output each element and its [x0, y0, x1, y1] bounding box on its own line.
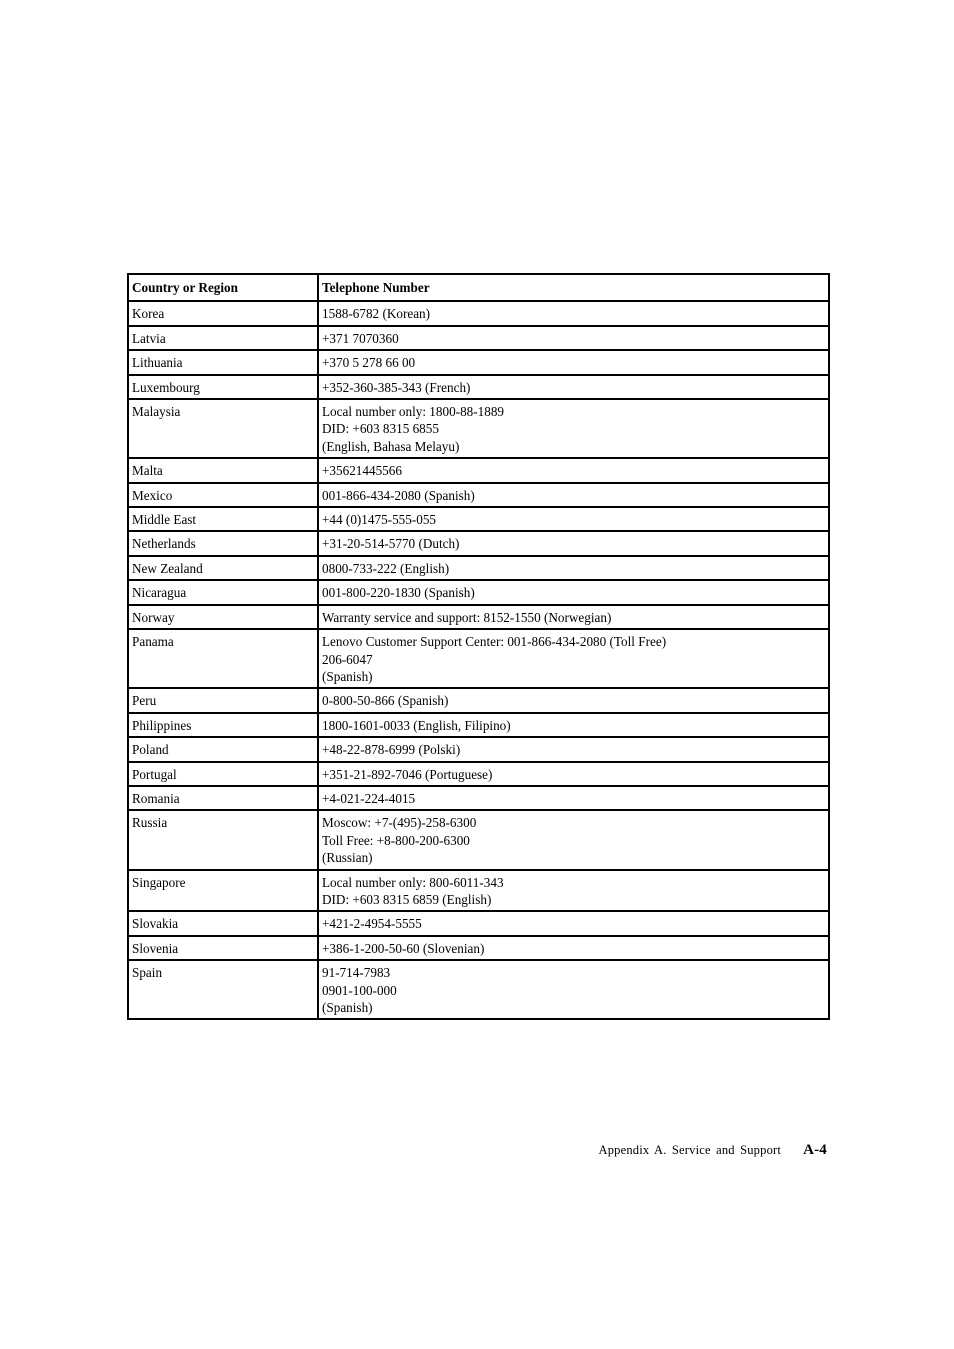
country-cell: Lithuania — [128, 350, 318, 374]
country-cell: Latvia — [128, 326, 318, 350]
telephone-cell: +421-2-4954-5555 — [318, 911, 829, 935]
telephone-cell: Moscow: +7-(495)-258-6300 Toll Free: +8-800-200-6300 (Russian) — [318, 810, 829, 869]
country-cell: Middle East — [128, 507, 318, 531]
table-row — [128, 399, 829, 458]
table-row — [128, 507, 829, 531]
country-cell: Malta — [128, 458, 318, 482]
table-row — [128, 301, 829, 325]
table-row — [128, 713, 829, 737]
table-body — [128, 301, 829, 1019]
table-header — [128, 274, 829, 301]
telephone-cell: +4-021-224-4015 — [318, 786, 829, 810]
table-header-row — [128, 274, 829, 301]
country-cell: Netherlands — [128, 531, 318, 555]
telephone-cell: 91-714-7983 0901-100-000 (Spanish) — [318, 960, 829, 1019]
telephone-cell: Local number only: 1800-88-1889 DID: +603 8315 6855 (English, Bahasa Melayu) — [318, 399, 829, 458]
telephone-cell: +35621445566 — [318, 458, 829, 482]
table-row — [128, 483, 829, 507]
table-row — [128, 629, 829, 688]
table-row — [128, 458, 829, 482]
telephone-cell: Lenovo Customer Support Center: 001-866-434-2080 (Toll Free) 206-6047 (Spanish) — [318, 629, 829, 688]
table-row — [128, 605, 829, 629]
telephone-cell: +48-22-878-6999 (Polski) — [318, 737, 829, 761]
country-cell: Slovakia — [128, 911, 318, 935]
country-cell: Singapore — [128, 870, 318, 912]
telephone-cell: +370 5 278 66 00 — [318, 350, 829, 374]
column-header-country: Country or Region — [128, 274, 318, 301]
country-cell: Poland — [128, 737, 318, 761]
country-cell: Peru — [128, 688, 318, 712]
table-row — [128, 531, 829, 555]
table-row — [128, 326, 829, 350]
telephone-cell: 1800-1601-0033 (English, Filipino) — [318, 713, 829, 737]
country-cell: Norway — [128, 605, 318, 629]
telephone-cell: 001-800-220-1830 (Spanish) — [318, 580, 829, 604]
telephone-cell: 001-866-434-2080 (Spanish) — [318, 483, 829, 507]
telephone-cell: +31-20-514-5770 (Dutch) — [318, 531, 829, 555]
table-row — [128, 737, 829, 761]
table-row — [128, 936, 829, 960]
country-cell: Russia — [128, 810, 318, 869]
telephone-cell: Local number only: 800-6011-343 DID: +603 8315 6859 (English) — [318, 870, 829, 912]
page-number: A-4 — [803, 1142, 827, 1158]
table-row — [128, 911, 829, 935]
country-cell: Panama — [128, 629, 318, 688]
country-cell: Korea — [128, 301, 318, 325]
table-row — [128, 556, 829, 580]
table-row — [128, 960, 829, 1019]
footer-section-title: Appendix A. Service and Support — [598, 1143, 782, 1157]
country-cell: Slovenia — [128, 936, 318, 960]
table-row — [128, 810, 829, 869]
country-cell: Nicaragua — [128, 580, 318, 604]
telephone-cell: 0-800-50-866 (Spanish) — [318, 688, 829, 712]
column-header-telephone: Telephone Number — [318, 274, 829, 301]
page-footer — [598, 1142, 827, 1159]
country-cell: Spain — [128, 960, 318, 1019]
country-cell: Philippines — [128, 713, 318, 737]
table-row — [128, 375, 829, 399]
telephone-cell: +371 7070360 — [318, 326, 829, 350]
country-cell: Luxembourg — [128, 375, 318, 399]
table-row — [128, 350, 829, 374]
telephone-cell: +351-21-892-7046 (Portuguese) — [318, 762, 829, 786]
country-cell: New Zealand — [128, 556, 318, 580]
telephone-cell: +352-360-385-343 (French) — [318, 375, 829, 399]
country-cell: Portugal — [128, 762, 318, 786]
country-cell: Romania — [128, 786, 318, 810]
telephone-cell: 1588-6782 (Korean) — [318, 301, 829, 325]
table-row — [128, 762, 829, 786]
table-row — [128, 688, 829, 712]
telephone-cell: Warranty service and support: 8152-1550 (Norwegian) — [318, 605, 829, 629]
table-row — [128, 580, 829, 604]
telephone-cell: 0800-733-222 (English) — [318, 556, 829, 580]
support-phone-table — [127, 273, 830, 1020]
country-cell: Mexico — [128, 483, 318, 507]
country-cell: Malaysia — [128, 399, 318, 458]
telephone-cell: +44 (0)1475-555-055 — [318, 507, 829, 531]
telephone-cell: +386-1-200-50-60 (Slovenian) — [318, 936, 829, 960]
table-row — [128, 870, 829, 912]
table-row — [128, 786, 829, 810]
